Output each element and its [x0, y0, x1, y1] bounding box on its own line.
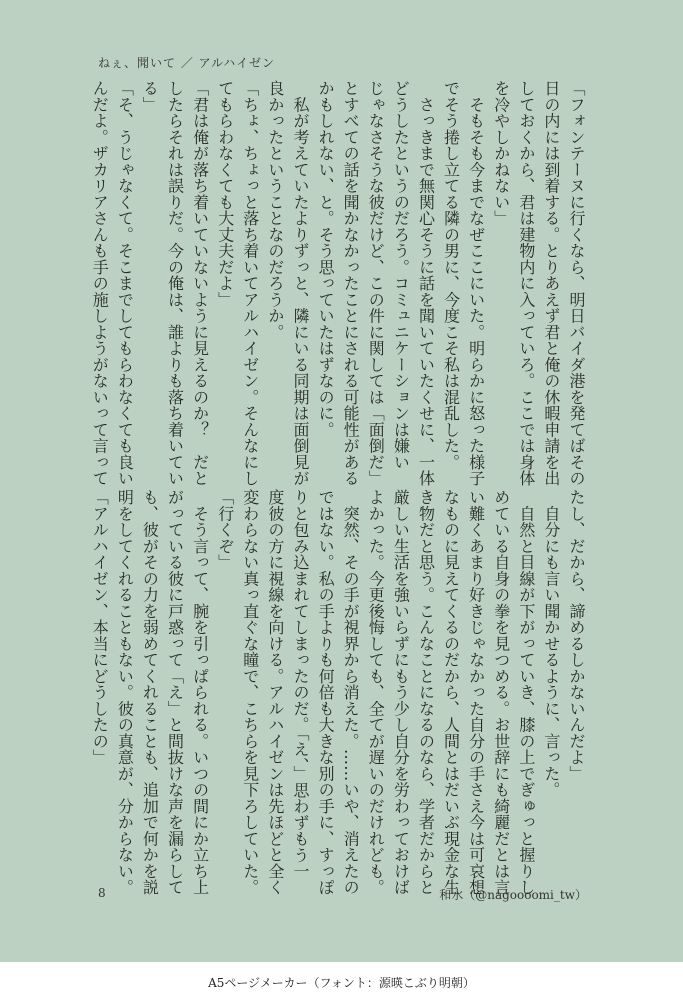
running-header: ねぇ、聞いて ／ アルハイゼン — [98, 56, 275, 70]
text-column: よかった。今更後悔しても、全てが遅いのだけれども。 — [366, 489, 386, 896]
text-column: どうしたというのだろう。コミュニケーションは嫌い — [391, 80, 411, 470]
text-column: き物だと思う。こんなことになるのなら、学者だからと — [416, 489, 436, 896]
text-column: がっている彼に戸惑って「え」と間抜けな声を漏らして — [165, 489, 185, 896]
text-column: る」 — [140, 80, 160, 113]
text-column: そう言って、腕を引っぱられる。いつの間にか立ち上 — [190, 489, 210, 896]
author-credit: 和水（@nagoooomi_tw） — [439, 888, 587, 902]
generator-caption: A5ページメーカー（フォント：源暎こぶり明朝） — [208, 976, 475, 990]
page-number: 8 — [98, 886, 106, 900]
text-column: 私が考えていたよりずっと、隣にいる同期は面倒見が — [290, 80, 310, 487]
text-column: 変わらない真っ直ぐな瞳で、こちらを見下ろしていた。 — [240, 489, 260, 896]
text-column: 自分にも言い聞かせるように、言った。 — [541, 489, 561, 798]
text-column: ではない。私の手よりも何倍も大きな別の手に、すっぽ — [316, 489, 336, 896]
text-column: も、彼がその力を弱めてくれることも、追加で何かを説 — [140, 489, 160, 896]
text-column: めている自身の拳を見つめる。お世辞にも綺麗だとは言 — [491, 489, 511, 896]
text-column: そもそも今までなぜここにいた。明らかに怒った様子 — [466, 80, 486, 487]
text-column: を冷やしかねない」 — [491, 80, 511, 227]
text-column: 「ちょ、ちょっと落ち着いてアルハイゼン。そんなにし — [240, 80, 260, 487]
text-column: 度彼の方に視線を向ける。アルハイゼンは先ほどと全く — [265, 489, 285, 896]
text-column: い難くあまり好きじゃなかった自分の手さえ今は可哀想 — [466, 489, 486, 896]
text-column: 日の内には到着する。とりあえず君と俺の休暇申請を出 — [541, 80, 561, 487]
text-column: じゃなさそうな彼だけど、この件に関しては「面倒だ」 — [366, 80, 386, 487]
text-column: 良かったということなのだろうか。 — [265, 80, 285, 340]
text-column: 自然と目線が下がっていき、膝の上でぎゅっと握りし — [516, 489, 536, 896]
text-column: かもしれない、と。そう思っていたはずなのに。 — [316, 80, 336, 438]
text-column: 突然、その手が視界から消えた。……いや、消えたの — [341, 489, 361, 896]
text-column: 「行くぞ」 — [215, 489, 235, 571]
text-column: んだよ。ザカリアさんも手の施しようがないって言って — [90, 80, 110, 487]
text-column: 明をしてくれることもない。彼の真意が、分からない。 — [115, 489, 135, 896]
text-column: なものに見えてくるのだから、人間とはだいぶ現金な生 — [441, 489, 461, 896]
text-column: さっきまで無関心そうに話を聞いていたくせに、一体 — [416, 80, 436, 487]
text-column: 「君は俺が落ち着いていないように見えるのか？ だと — [190, 80, 210, 487]
text-column: 「フォンテーヌに行くなら、明日バイダ港を発てばその — [567, 80, 586, 487]
text-column: りと包み込まれてしまったのだ。「え、」思わずもう一 — [290, 489, 310, 880]
text-column: でそう捲し立てる隣の男に、今度こそ私は混乱した。 — [441, 80, 461, 470]
text-column: しておくから、君は建物内に入っていろ。ここでは身体 — [516, 80, 536, 487]
text-column: とすべての話を聞かなかったことにされる可能性がある — [341, 80, 361, 487]
text-column: 厳しい生活を強いらずにもう少し自分を労わっておけば — [391, 489, 411, 896]
text-block-top — [87, 80, 589, 487]
text-column: たし、だから、諦めるしかないんだよ」 — [567, 489, 586, 782]
text-column: 「そ、うじゃなくて。そこまでしてもらわなくても良い — [115, 80, 135, 487]
text-column: 「アルハイゼン、本当にどうしたの」 — [90, 489, 110, 766]
text-column: したらそれは誤りだ。今の俺は、誰よりも落ち着いてい — [165, 80, 185, 487]
text-column: てもらわなくても大丈夫だよ」 — [215, 80, 235, 308]
